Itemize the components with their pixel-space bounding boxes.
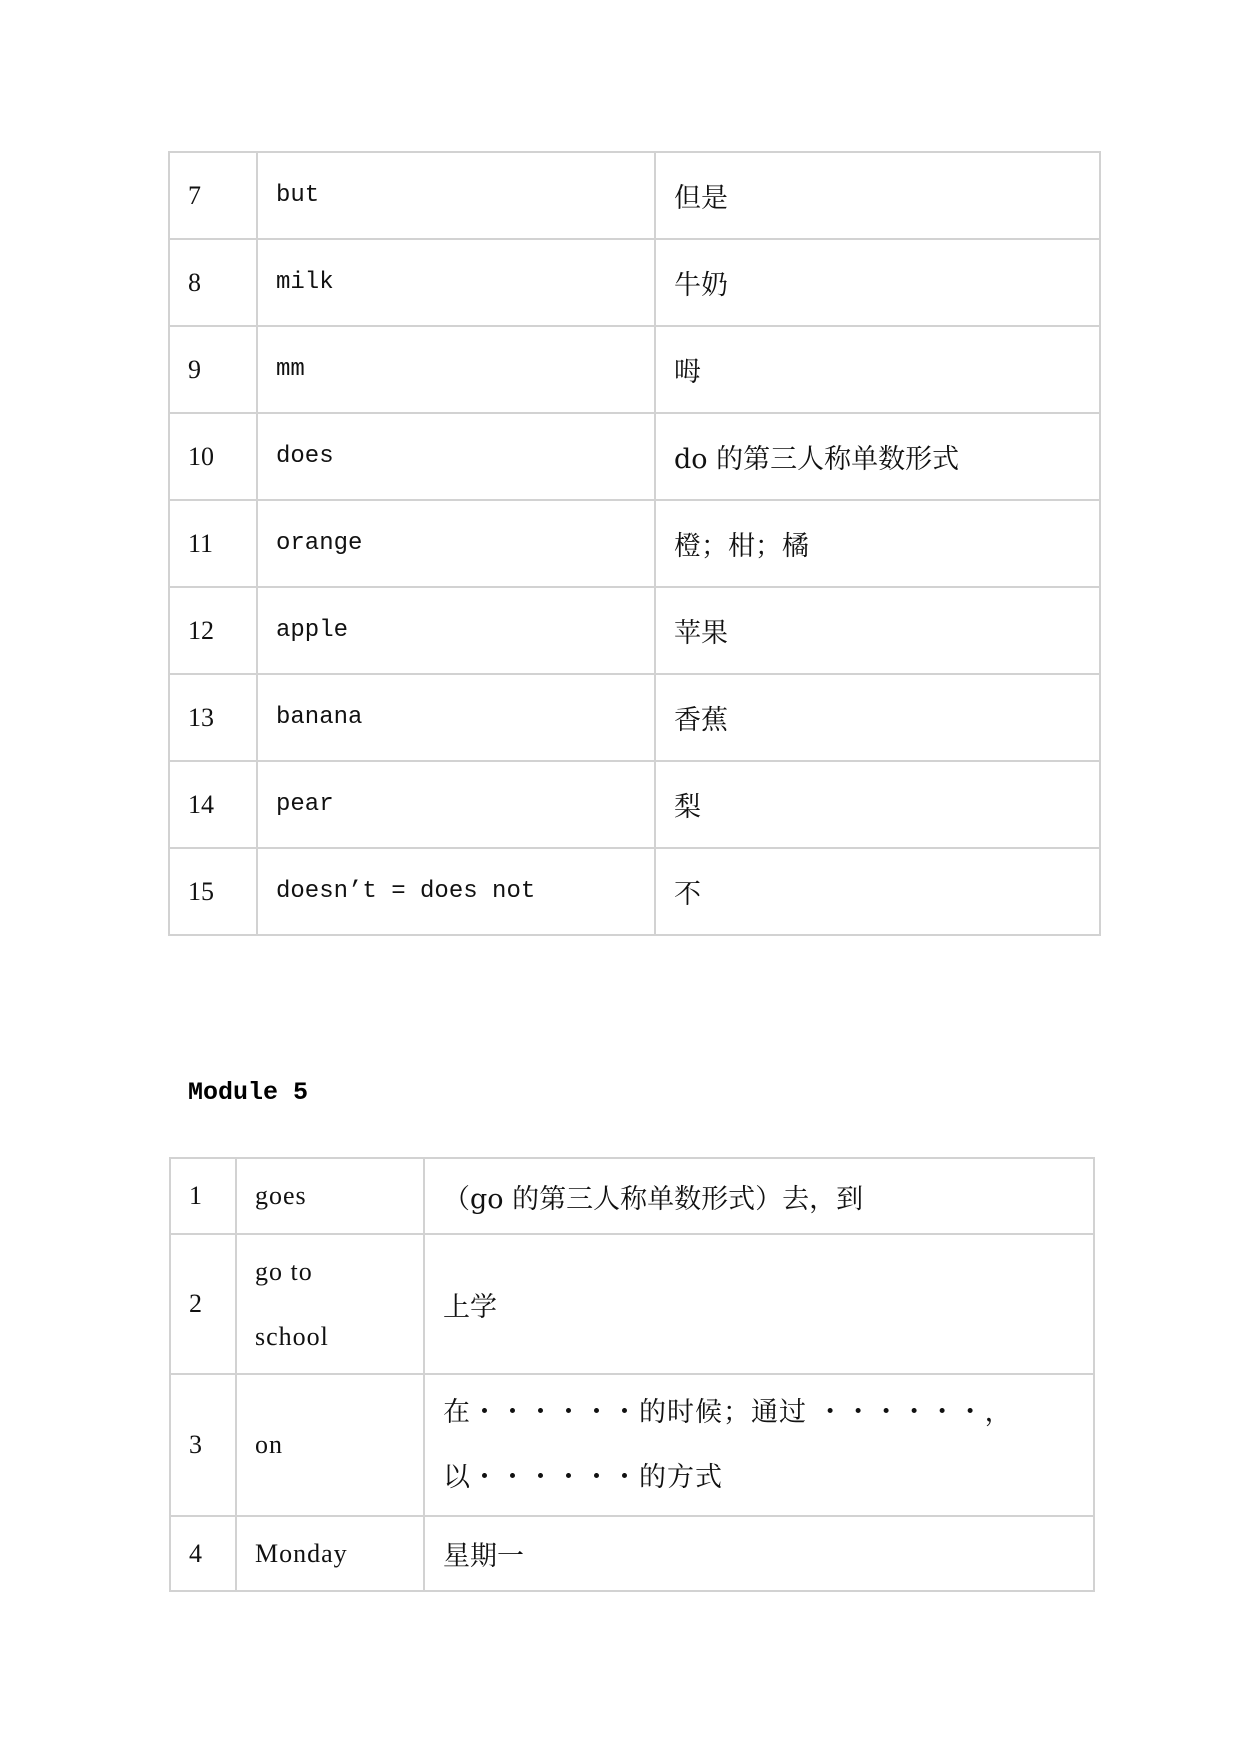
chinese-meaning: 不 [655,848,1100,935]
chinese-meaning: 呣 [655,326,1100,413]
table-row [170,1516,1094,1591]
chinese-meaning: 苹果 [655,587,1100,674]
table-row [170,1158,1094,1234]
english-word: but [257,152,655,239]
row-number: 14 [169,761,257,848]
chinese-meaning: do 的第三人称单数形式 [655,413,1100,500]
english-word: doesn’t = does not [257,848,655,935]
english-word: milk [257,239,655,326]
table-row [169,848,1100,935]
chinese-meaning: 牛奶 [655,239,1100,326]
vocab-table-module-4 [168,151,1101,936]
english-word: on [236,1374,424,1516]
table-row [169,761,1100,848]
row-number: 11 [169,500,257,587]
table-row [169,326,1100,413]
row-number: 10 [169,413,257,500]
chinese-meaning: （go 的第三人称单数形式）去，到 [424,1158,1094,1234]
english-word: does [257,413,655,500]
chinese-meaning: 星期一 [424,1516,1094,1591]
vocab-table-module-5 [169,1157,1095,1592]
english-word: mm [257,326,655,413]
chinese-meaning-line: 在・・・・・・的时候；通过 ・・・・・・， [443,1397,1013,1428]
row-number: 4 [170,1516,236,1591]
module-heading: Module 5 [188,1078,309,1107]
table-row [169,152,1100,239]
chinese-meaning: 上学 [424,1234,1094,1374]
row-number: 15 [169,848,257,935]
row-number: 2 [170,1234,236,1374]
english-word: banana [257,674,655,761]
chinese-meaning: 橙；柑；橘 [655,500,1100,587]
english-word: goes [236,1158,424,1234]
english-word: orange [257,500,655,587]
chinese-meaning-line: 以・・・・・・的方式 [443,1462,723,1493]
english-word: apple [257,587,655,674]
english-word: go to school [255,1257,329,1351]
chinese-meaning-cell [424,1374,1094,1516]
row-number: 8 [169,239,257,326]
table-row [169,587,1100,674]
row-number: 12 [169,587,257,674]
table-row [169,500,1100,587]
row-number: 7 [169,152,257,239]
chinese-meaning: 梨 [655,761,1100,848]
chinese-meaning: 香蕉 [655,674,1100,761]
table-row [169,674,1100,761]
row-number: 1 [170,1158,236,1234]
table-row [170,1234,1094,1374]
row-number: 9 [169,326,257,413]
row-number: 13 [169,674,257,761]
english-word: pear [257,761,655,848]
table-row [169,413,1100,500]
english-word-cell [236,1234,424,1374]
english-word: Monday [236,1516,424,1591]
table-row [169,239,1100,326]
table-row [170,1374,1094,1516]
chinese-meaning: 但是 [655,152,1100,239]
row-number: 3 [170,1374,236,1516]
